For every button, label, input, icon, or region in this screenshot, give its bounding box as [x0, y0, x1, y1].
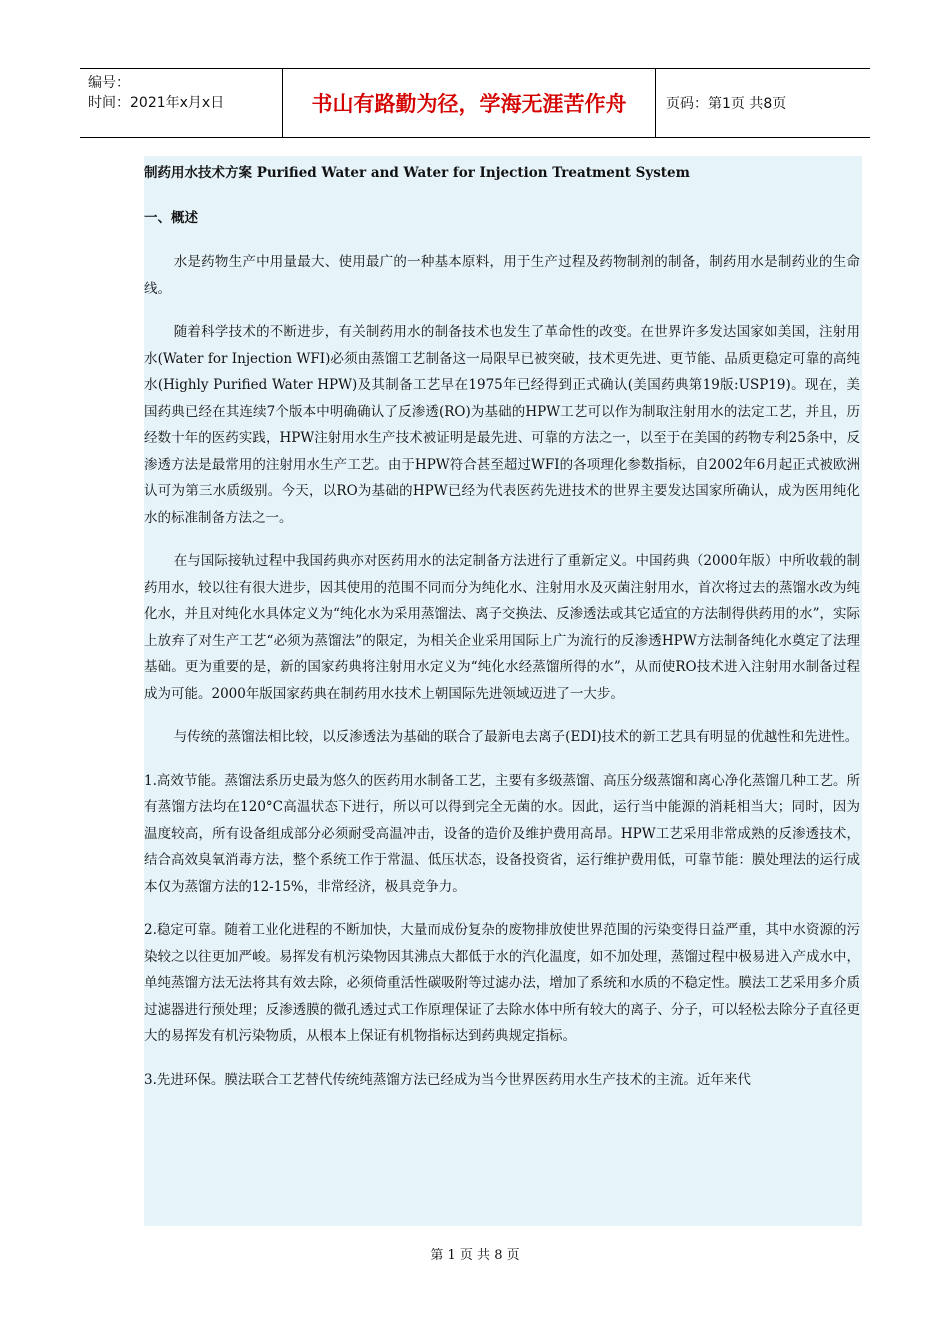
paragraph: 水是药物生产中用量最大、使用最广的一种基本原料，用于生产过程及药物制剂的制备，制药用水是制药业的生命线。 — [144, 254, 860, 297]
paragraph: 与传统的蒸馏法相比较，以反渗透法为基础的联合了最新电去离子(EDI)技术的新工艺具有明显的优越性和先进性。 — [173, 729, 859, 745]
section-heading: 一、概述 — [144, 209, 198, 226]
document-time-label: 时间：2021年x月x日 — [88, 95, 225, 111]
header-motto: 书山有路勤为径，学海无涯苦作舟 — [282, 69, 656, 137]
page-header — [80, 68, 870, 138]
numbered-point: 1.高效节能。蒸馏法系历史最为悠久的医药用水制备工艺，主要有多级蒸馏、高压分级蒸馏和离心净化蒸馏几种工艺。所有蒸馏方法均在120°C高温状态下进行，所以可以得到完全无菌的水。因此，运行当中能源的消耗相当大；同时，因为温度较高，所有设备组成部分必须耐受高温冲击，设备的造价及维护费用高昂。HPW工艺采用非常成熟的反渗透技术，结合高效臭氧消毒方法，整个系统工作于常温、低压状态，设备投资省，运行维护费用低，可靠节能：膜处理法的运行成本仅为蒸馏方法的12-15%，非常经济，极具竞争力。 — [144, 772, 860, 895]
header-meta — [80, 69, 282, 137]
document-body — [144, 156, 862, 1226]
document-number-label: 编号： — [88, 75, 130, 91]
numbered-point: 3.先进环保。膜法联合工艺替代传统纯蒸馏方法已经成为当今世界医药用水生产技术的主流。近年来代 — [144, 1071, 751, 1088]
document-title: 制药用水技术方案 Purified Water and Water for Injection Treatment System — [144, 165, 690, 181]
numbered-point: 2.稳定可靠。随着工业化进程的不断加快，大量而成份复杂的废物排放使世界范围的污染变得日益严重，其中水资源的污染较之以往更加严峻。易挥发有机污染物因其沸点大都低于水的汽化温度，如不加处理，蒸馏过程中极易进入产成水中，单纯蒸馏方法无法将其有效去除，必须倚重活性碳吸附等过滤办法，增加了系统和水质的不稳定性。膜法工艺采用多介质过滤器进行预处理；反渗透膜的微孔透过式工作原理保证了去除水体中所有较大的离子、分子，可以轻松去除分子直径更大的易挥发有机污染物质，从根本上保证有机物指标达到药典规定指标。 — [144, 922, 860, 1044]
page-footer: 第 1 页 共 8 页 — [430, 1248, 520, 1263]
paragraph: 在与国际接轨过程中我国药典亦对医药用水的法定制备方法进行了重新定义。中国药典（2000年版）中所收载的制药用水，较以往有很大进步，因其使用的范围不同而分为纯化水、注射用水及灭菌注射用水，首次将过去的蒸馏水改为纯化水，并且对纯化水具体定义为“纯化水为采用蒸馏法、离子交换法、反渗透法或其它适宜的方法制得供药用的水”，实际上放弃了对生产工艺“必须为蒸馏法”的限定，为相关企业采用国际上广为流行的反渗透HPW方法制备纯化水奠定了法理基础。更为重要的是，新的国家药典将注射用水定义为“纯化水经蒸馏所得的水”，从而使RO技术进入注射用水制备过程成为可能。2000年版国家药典在制药用水技术上朝国际先进领域迈进了一大步。 — [144, 553, 860, 702]
paragraph: 随着科学技术的不断进步，有关制药用水的制备技术也发生了革命性的改变。在世界许多发达国家如美国，注射用水(Water for Injection WFI)必须由蒸馏工艺制备这一局限早已被突破，技术更先进、更节能、品质更稳定可靠的高纯水(Highly Purified Water HPW)及其制备工艺早在1975年已经得到正式确认(美国药典第19版:USP19)。现在，美国药典已经在其连续7个版本中明确确认了反渗透(RO)为基础的HPW工艺可以作为制取注射用水的法定工艺，并且，历经数十年的医药实践，HPW注射用水生产技术被证明是最先进、可靠的方法之一，以至于在美国的药物专利25条中，反渗透方法是最常用的注射用水生产工艺。由于HPW符合甚至超过WFI的各项理化参数指标，自2002年6月起正式被欧洲认可为第三水质级别。今天，以RO为基础的HPW已经为代表医药先进技术的世界主要发达国家所确认，成为医用纯化水的标准制备方法之一。 — [144, 324, 860, 526]
header-page-info: 页码：第1页 共8页 — [666, 96, 787, 112]
